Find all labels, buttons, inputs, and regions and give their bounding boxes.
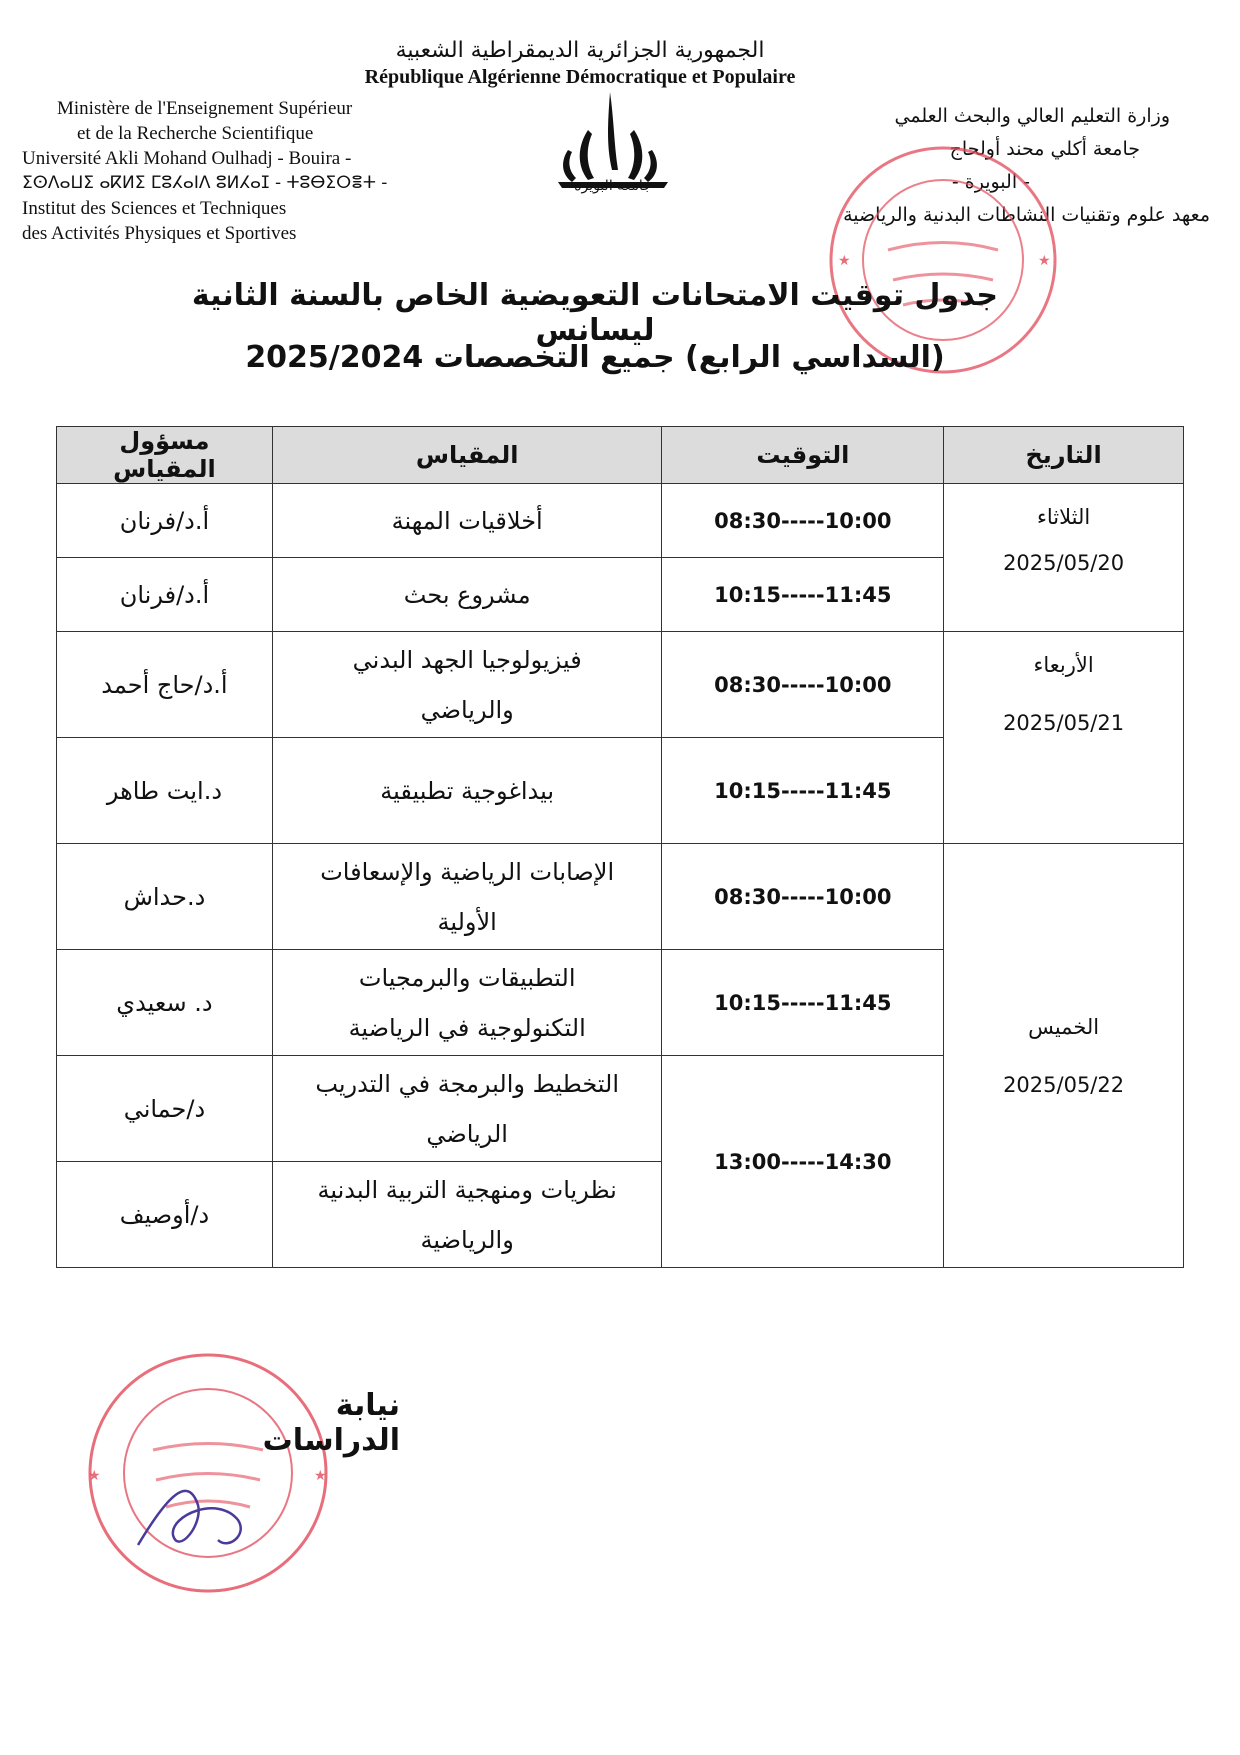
svg-text:★: ★ — [88, 1468, 101, 1484]
day-name: الخميس — [1028, 1014, 1100, 1039]
subject-cell — [272, 632, 662, 738]
column-header-date: التاريخ — [944, 427, 1184, 484]
header-left-line: Université Akli Mohand Oulhadj - Bouira - — [22, 148, 352, 169]
subject-line: التطبيقات والبرمجيات — [358, 963, 576, 992]
header-left-line: Institut des Sciences et Techniques — [22, 198, 287, 219]
header-left-block — [22, 96, 462, 246]
subject-line: أخلاقيات المهنة — [391, 506, 543, 535]
responsible-cell: د.حداش — [57, 844, 273, 950]
responsible-cell: أ.د/فرنان — [57, 558, 273, 632]
time-cell: 13:00-----14:30 — [662, 1056, 944, 1268]
header-republic-french: République Algérienne Démocratique et Populaire — [364, 66, 796, 88]
time-cell: 08:30-----10:00 — [662, 844, 944, 950]
time-cell: 08:30-----10:00 — [662, 484, 944, 558]
header-left-line-tifinagh: ⵉⵙⴷⴰⵡⵉ ⴰⴽⵍⵉ ⵎⵓⵃⴰⵏⴷ ⵓⵍⵃⴰⵊ - ⵜⵓⴱⵉⵔⴻⵜ - — [22, 173, 388, 193]
responsible-cell: د. سعيدي — [57, 950, 273, 1056]
table-row — [57, 632, 1184, 738]
subject-line: الرياضي — [426, 1119, 508, 1148]
day-cell — [944, 632, 1184, 844]
subject-line: بيداغوجية تطبيقية — [380, 776, 555, 805]
subject-cell — [272, 844, 662, 950]
responsible-cell: أ.د/فرنان — [57, 484, 273, 558]
time-cell: 10:15-----11:45 — [662, 738, 944, 844]
subject-cell — [272, 1056, 662, 1162]
time-cell: 08:30-----10:00 — [662, 632, 944, 738]
subject-line: الإصابات الرياضية والإسعافات — [320, 857, 615, 886]
header-left-line: et de la Recherche Scientifique — [77, 123, 314, 144]
responsible-cell: د/أوصيف — [57, 1162, 273, 1268]
day-date: 2025/05/21 — [1003, 711, 1125, 735]
subject-line: والرياضية — [420, 1225, 514, 1254]
logo-caption: جامعة البويرة — [574, 178, 652, 194]
subject-cell — [272, 484, 662, 558]
day-cell — [944, 844, 1184, 1268]
signature-label: نيابة الدراسات — [262, 1388, 400, 1458]
day-date: 2025/05/20 — [1003, 551, 1125, 575]
page-title: جدول توقيت الامتحانات التعويضية الخاص بالسنة الثانية ليسانس — [191, 278, 999, 348]
header-republic-arabic: الجمهورية الجزائرية الديمقراطية الشعبية — [395, 38, 765, 63]
subject-line: نظريات ومنهجية التربية البدنية — [317, 1175, 617, 1204]
subject-line: مشروع بحث — [403, 580, 531, 609]
header-right-line: - البويرة - — [951, 171, 1030, 193]
subject-line: التكنولوجية في الرياضية — [348, 1013, 586, 1042]
svg-text:★: ★ — [1038, 253, 1051, 269]
time-cell: 10:15-----11:45 — [662, 558, 944, 632]
day-cell — [944, 484, 1184, 632]
responsible-cell: د.ايت طاهر — [57, 738, 273, 844]
day-date: 2025/05/22 — [1003, 1072, 1125, 1097]
subject-line: والرياضي — [420, 695, 514, 724]
page-subtitle: (السداسي الرابع) جميع التخصصات 2025/2024 — [245, 340, 945, 375]
exam-schedule-table — [56, 426, 1184, 1268]
table-row — [57, 484, 1184, 558]
subject-cell — [272, 1162, 662, 1268]
responsible-cell: أ.د/حاج أحمد — [57, 632, 273, 738]
svg-text:★: ★ — [838, 253, 851, 269]
subject-cell — [272, 738, 662, 844]
header-right-line: معهد علوم وتقنيات النشاطات البدنية والرياضية — [843, 204, 1210, 226]
day-name: الثلاثاء — [1036, 505, 1091, 529]
table-row — [57, 844, 1184, 950]
header-left-line: Ministère de l'Enseignement Supérieur — [57, 98, 353, 119]
subject-line: التخطيط والبرمجة في التدريب — [315, 1069, 620, 1098]
subject-line: فيزيولوجيا الجهد البدني — [352, 645, 582, 674]
svg-text:★: ★ — [314, 1468, 327, 1484]
column-header-time: التوقيت — [662, 427, 944, 484]
table-header-row — [57, 427, 1184, 484]
subject-line: الأولية — [437, 907, 497, 936]
column-header-subject: المقياس — [272, 427, 662, 484]
header-right-line: جامعة أكلي محند أولحاج — [949, 138, 1140, 160]
official-stamp-bottom — [78, 1345, 338, 1600]
header-right-line: وزارة التعليم العالي والبحث العلمي — [894, 105, 1170, 127]
day-name: الأربعاء — [1033, 653, 1094, 677]
responsible-cell: د/حماني — [57, 1056, 273, 1162]
subject-cell — [272, 558, 662, 632]
column-header-responsible: مسؤول المقياس — [57, 427, 273, 484]
subject-cell — [272, 950, 662, 1056]
header-left-line: des Activités Physiques et Sportives — [22, 223, 297, 244]
time-cell: 10:15-----11:45 — [662, 950, 944, 1056]
